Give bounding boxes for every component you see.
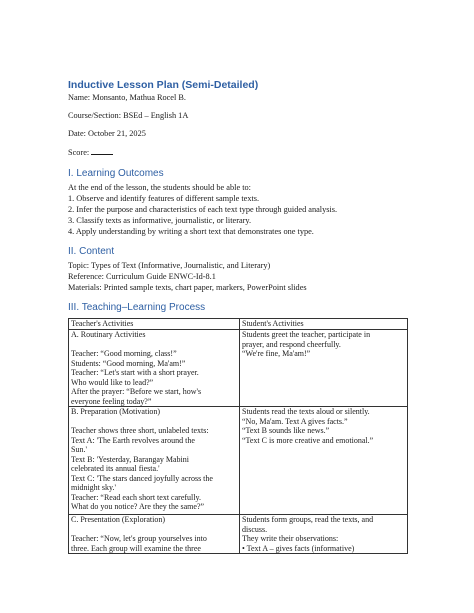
cell-spacer (71, 417, 237, 427)
teacher-activity-cell (69, 330, 240, 407)
student-activity-line: • Text A – gives facts (informative) (242, 543, 355, 553)
content-heading: II. Content (68, 246, 115, 257)
teacher-activity-line: Who would like to lead?” (71, 377, 154, 387)
table-row (69, 330, 408, 407)
student-name: Name: Monsanto, Mathua Rocel B. (68, 93, 186, 102)
outcome-item: 3. Classify texts as informative, journalistic, or literary. (68, 216, 252, 225)
teacher-activity-line: Teacher: “Now, let's group yourselves into (71, 534, 207, 543)
teaching-learning-table (68, 318, 408, 554)
teacher-activity-line: A. Routinary Activities (71, 330, 146, 339)
student-activity-line: “Text B sounds like news.” (242, 426, 330, 435)
outcomes-heading: I. Learning Outcomes (68, 168, 164, 179)
student-activity-line: They write their observations: (242, 534, 339, 543)
teacher-activity-line: Text A: 'The Earth revolves around the (71, 435, 195, 445)
teacher-activity-line: Text B: 'Yesterday, Barangay Mabini (71, 454, 189, 464)
process-heading: III. Teaching–Learning Process (68, 302, 206, 313)
outcome-item: 4. Apply understanding by writing a short text that demonstrates one type. (68, 227, 314, 236)
teacher-activity-line: Teacher shows three short, unlabeled texts: (71, 426, 209, 435)
teacher-activity-line: After the prayer: “Before we start, how's (71, 387, 202, 396)
teacher-activity-line: Teacher: “Let's start with a short prayer. (71, 368, 199, 377)
teacher-activity-line: Sun.' (71, 445, 87, 454)
teacher-activity-line: B. Preparation (Motivation) (71, 407, 161, 416)
content-reference: Reference: Curriculum Guide ENWC-Id-8.1 (68, 272, 216, 281)
score-label: Score: (68, 148, 90, 157)
teacher-activity-cell (69, 515, 240, 554)
student-activity-cell (240, 515, 408, 554)
outcome-item: 1. Observe and identify features of different sample texts. (68, 194, 260, 203)
teacher-activity-line: Teacher: “Read each short text carefully. (71, 492, 201, 502)
student-activity-cell (240, 330, 408, 407)
table-row (69, 407, 408, 515)
content-materials: Materials: Printed sample texts, chart paper, markers, PowerPoint slides (68, 283, 307, 292)
course-section: Course/Section: BSEd – English 1A (68, 111, 189, 120)
score-blank (91, 147, 113, 155)
teacher-activity-line: Teacher: “Good morning, class!” (71, 349, 177, 358)
student-activity-cell (240, 407, 408, 515)
teacher-activity-line: celebrated its annual fiesta.' (71, 464, 160, 473)
document-title: Inductive Lesson Plan (Semi-Detailed) (68, 79, 259, 91)
student-activity-line: Students greet the teacher, participate in (242, 330, 371, 339)
teacher-activity-line: Students: “Good morning, Ma'am!” (71, 358, 186, 368)
teacher-activity-line: three. Each group will examine the three (71, 543, 201, 553)
outcome-item: 2. Infer the purpose and characteristics of each text type through guided analysis. (68, 205, 338, 214)
teacher-activity-line: What do you notice? Are they the same?” (71, 502, 205, 511)
teacher-activity-line: midnight sky.' (71, 483, 116, 492)
score-line (68, 147, 113, 158)
student-activity-line: Students form groups, read the texts, and (242, 515, 374, 524)
cell-spacer (71, 525, 237, 535)
student-activity-line: “No, Ma'am. Text A gives facts.” (242, 416, 348, 426)
outcomes-intro: At the end of the lesson, the students should be able to: (68, 183, 251, 192)
cell-spacer (71, 340, 237, 350)
student-activity-line: discuss. (242, 524, 268, 534)
teacher-activity-cell (69, 407, 240, 515)
student-activity-line: “Text C is more creative and emotional.” (242, 435, 374, 445)
content-topic: Topic: Types of Text (Informative, Journalistic, and Literary) (68, 261, 271, 270)
student-column-header: Student's Activities (240, 319, 408, 330)
teacher-column-header: Teacher's Activities (69, 319, 240, 330)
student-activity-line: Students read the texts aloud or silently. (242, 407, 370, 416)
student-activity-line: “We're fine, Ma'am!” (242, 349, 311, 358)
table-header-row (69, 319, 408, 330)
table-row (69, 515, 408, 554)
teacher-activity-line: C. Presentation (Exploration) (71, 515, 165, 524)
teacher-activity-line: everyone feeling today?” (71, 396, 152, 406)
teacher-activity-line: Text C: 'The stars danced joyfully across the (71, 473, 213, 483)
lesson-date: Date: October 21, 2025 (68, 129, 146, 138)
student-activity-line: prayer, and respond cheerfully. (242, 339, 341, 349)
